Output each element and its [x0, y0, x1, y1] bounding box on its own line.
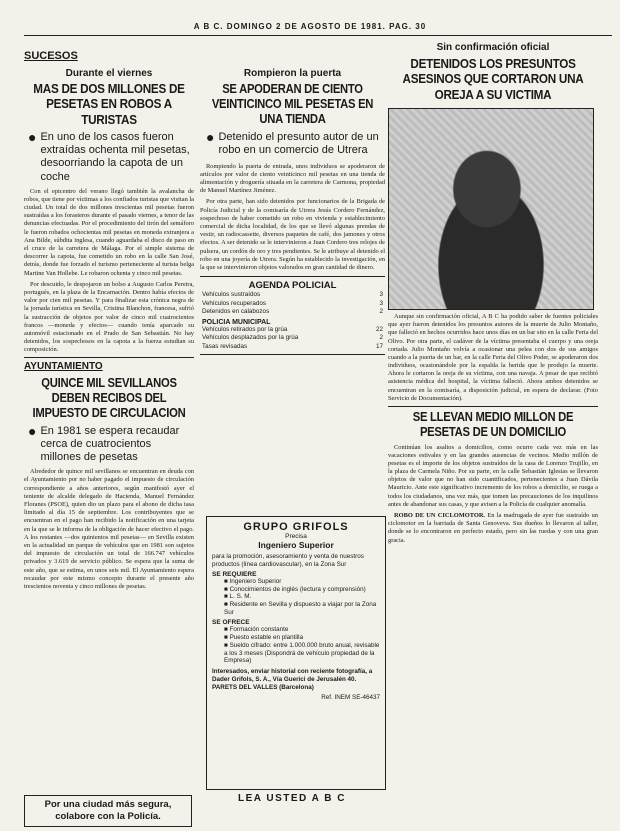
headline-medio-millon: SE LLEVAN MEDIO MILLON DE PESETAS DE UN DOMICILIO [412, 410, 574, 439]
divider [388, 406, 598, 407]
section-label-sucesos: SUCESOS [24, 50, 78, 62]
ad-contact: Interesados, enviar historial con reciente fotografía, a Dader Grifols, S. A., Vía Guerici de Jerusalén 40. PARETS DEL VALLES (Barcelona) [212, 668, 373, 692]
agenda-label: Detenidos en calabozos [202, 308, 270, 316]
ad-requirement: ■ Residente en Sevilla y dispuesto a viajar por la Zona Sur [224, 601, 377, 617]
subhead-text: Detenido el presunto autor de un robo en un comercio de Utrera [218, 131, 379, 157]
agenda-value: 2 [379, 334, 383, 342]
agenda-value: 2 [379, 308, 383, 316]
article-paragraph: Rompiendo la puerta de entrada, unos individuos se apoderaron de artículos por valor de ciento veinticinco mil pesetas en una tienda de alimentación y droguería situada en la carretera de Carmona, propiedad de Manuel Martínez Jiménez. [200, 162, 385, 195]
subhead-ochenta-mil [28, 128, 194, 184]
right-column [388, 42, 598, 827]
article-paragraph: Por otra parte, han sido detenidos por funcionarios de la Brigada de Policía Judicial y de la comisaría de Utrera Jesús Cordero Fernández, sospechoso de haber cometido un robo en vivienda y establecimiento comercial de dicha localidad, de los que se llevó algunas prendas de vestir, un radiocassette, diversos paquetes de café, dos jamones y otros efectos. A ser detenido se le intervinieron a Juan Cordero tres relojes de pulsera, un cordón de oro y tres pendientes. Se le atribuye al detenido el robo en una joyería de Utrera. Según ha establecido la investigación, en la que se intervinieron objetos valorados en gran cantidad de dinero. [200, 198, 385, 271]
agenda-value: 3 [379, 291, 383, 299]
article-paragraph: Alrededor de quince mil sevillanos se encuentran en deuda con el Ayuntamiento por no haber pagado el impuesto de circulación correspondiente a años anteriores, según manifestó ayer el teniente de alcalde delegado de Hacienda, Manuel Fernández Floranes (PSOE), quien dio un plazo para el abono de dicha tasa limitado al día 15 de septiembre. Los contribuyentes que se encuentran en el pago han recibido la notificación en una tarjeta en la que se le informa de la obligación de hacer efectivo el pago. A los restantes —dos quinientos mil pesetas— en Sevilla existen en la actualidad un parque de vehículos que en 1981 son sujetos del impuesto de circulación un total de 166.747 vehículos privados y 3.619 de servicio público. Se espera que la suma de este año, que se estima, en unos seis mil. El Ayuntamiento espera recaudar por este mismo concepto durante el presente año trescientos noventa y cinco millones de pesetas. [24, 468, 194, 590]
subhead-text: En uno de los casos fueron extraídas ochenta mil pesetas, desoorriando la capota de un coche [40, 130, 190, 183]
kicker-sin-confirmacion: Sin confirmación oficial [436, 42, 550, 53]
agenda-label: Tasas revisadas [202, 342, 248, 350]
agenda-label: Vehículos desplazados por la grúa [202, 334, 299, 342]
ad-offer-title: SE OFRECE [212, 619, 250, 627]
article-paragraph: Aunque sin confirmación oficial, A B C ha podido saber de fuentes policiales que ayer fueron detenidos los presuntos autores de la muerte de Julio Montaño, que falleció en hechos ocurridos hace unos días en un bar sito en la calle Feria del Olivo. Por otra parte, el cadáver de la víctima presentaba el cuerpo y una oreja cortada. Julio Montaño volvía a ocasionar una pelea con dos de sus amigos cuando a la puerta de un bar, en la calle Feria del Olivo Poder, se apoderaron dos individuos, ocasionándole por la espalda la herida que le produjo la muerte. Ahora le cortaron la oreja de su víctima, con una navaja. A pesar de que recibió asistencia médica del hospital, la víctima falleció. Ahora ambos detenidos se encuentran en la comisaría, a disposición judicial, en espera de declarar. (Foto Servicio de Documentación). [388, 312, 598, 402]
footer-lea-abc: LEA USTED A B C [237, 793, 347, 804]
bullet-icon: ● [28, 128, 37, 145]
ad-requirement: ■ L. S. M. [224, 593, 252, 601]
suspect-photo [388, 108, 594, 310]
section-label-ayuntamiento: AYUNTAMIENTO [24, 361, 103, 373]
ad-company: GRUPO GRIFOLS [243, 521, 349, 533]
agenda-value: 17 [375, 342, 383, 350]
ad-offer-text: Puesto estable en plantilla [229, 633, 304, 641]
brief-ciclomotor [388, 512, 598, 545]
subhead-text: En 1981 se espera recaudar cerca de cuatrocientos millones de pesetas [40, 424, 180, 464]
agenda-subtitle: POLICIA MUNICIPAL [202, 318, 271, 326]
ad-offer-text: Sueldo cifrado: entre 1.000.000 bruto anual, revisable a los 3 meses (Dispondrá de vehículo propiedad de la Empresa) [224, 641, 380, 665]
kicker-durante: Durante el viernes [65, 68, 153, 79]
ad-offer: ■ Sueldo cifrado: entre 1.000.000 bruto anual, revisable a los 3 meses (Dispondrá de vehículo propiedad de la Empresa) [224, 641, 380, 665]
ad-req-title: SE REQUIERE [212, 570, 257, 578]
agenda-policial [200, 276, 385, 355]
article-paragraph: Por descuido, le despojaron un bolso a Augusto Carlos Pereira, portugués, en la plaza de la Encarnación. Dentro había efectos de valor por cien mil pesetas. Y para finalizar esta crónica negra de la jornada turística en Sevilla, Cristina Blanchon, francesa, sufrió la sustracción de objetos por valor de cinco mil cuatrocientos francos —moneda y efectos— cuando tenía aparcado su automóvil estacionado en el Prado de San Sebastián. No hay detenidos, los sospechosos en la capota a la fuerza estudian su composición. [24, 280, 194, 354]
page-header: A B C. DOMINGO 2 DE AGOSTO DE 1981. PAG. 30 [193, 22, 427, 31]
agenda-row [202, 343, 383, 352]
agenda-label: Vehículos recuperados [202, 299, 267, 307]
divider [24, 357, 194, 358]
headline-tienda: SE APODERAN DE CIENTO VEINTICINCO MIL PESETAS EN UNA TIENDA [211, 82, 374, 126]
article-paragraph: Con el epicentro del verano llegó también la avalancha de robos, que tiene por víctimas a los confiados turistas que visitan la ciudad. Un total de dos millones trescientas mil pesetas fueron sustraídas a los forasteros durante el pasado viernes, a tenor de las denuncias efectuadas. Por el procedimiento del tirón del semáforo le fueron robados ochocientas mil pesetas en moneda extranjera a Ana Bilde, súbdita inglesa, cuando aguardaba el disco de paso en el cruce de la carretera de Málaga. Por el simple sistema de descorrer la capota, fue cometido un robo en la calle San José, detrás, donde fue forzado el turismo perteneciente al turista belga Martine Van Hollebe. Le robaron ochenta y cinco mil pesetas. [24, 187, 194, 277]
left-column [24, 50, 194, 825]
brief-text: En la madrugada de ayer fue sustraído un ciclomotor en la barriada de Santa Genoveva. Sus dueños lo llevaron al taller, donde se lo encontraron en perfecto estado, pero sin las ruedas y con una gran gracia. [388, 512, 598, 544]
subhead-detenido [206, 131, 385, 157]
ad-requirement: ■ Conocimientos de inglés (lectura y comprensión) [224, 585, 366, 593]
ad-requirement-text: Residente en Sevilla y dispuesto a viajar por la Zona Sur [224, 601, 377, 617]
agenda-title: AGENDA POLICIAL [248, 280, 337, 292]
header-rule [24, 35, 612, 36]
headline-robos-turistas: MAS DE DOS MILLONES DE PESETAS EN ROBOS A TURISTAS [33, 81, 185, 127]
bullet-icon: ● [206, 129, 215, 146]
slogan-box: Por una ciudad más segura, colabore con la Policía. [24, 795, 192, 827]
ad-offer-text: Formación constante [229, 626, 289, 634]
agenda-row [202, 308, 383, 317]
article-paragraph: Continúan los asaltos a domicilios, como ocurre cada vez más en las vacaciones estivales y en las grandes ausencias de vecinos. Medio millón de pesetas es el importe de los objetos sustraídos de la casa de Lorenzo Trujillo, en la plaza de Carmela Niño. Por su parte, en la calle Sebastián Iglesias se llevaron objetos de valor que no han sido cuantificados, pertenecientes a Juan Dávila Mauricio. Ante este significativo incremento de los robos a domicilio, se ruega a todos los ciudadanos, una vez más, que tomen las precauciones de los inquilinos antes de abandonar sus casas, y que avisen a la Policía de cualquier anomalía. [388, 443, 598, 508]
ad-requirement: ■ Ingeniero Superior [224, 577, 282, 585]
agenda-row [202, 291, 383, 300]
ad-requirement-text: Conocimientos de inglés (lectura y comprensión) [229, 585, 366, 593]
agenda-label: Vehículos retirados por la grúa [202, 325, 288, 333]
agenda-row [202, 334, 383, 343]
agenda-row [202, 326, 383, 335]
ad-intro: para la promoción, asesoramiento y venta de nuestros productos (línea cardiovascular), en la Zona Sur [212, 553, 364, 568]
brief-title: ROBO DE UN CICLOMOTOR. [394, 512, 486, 520]
subhead-recaudar [28, 422, 194, 465]
headline-impuesto-circulacion: QUINCE MIL SEVILLANOS DEBEN RECIBOS DEL IMPUESTO DE CIRCULACION [32, 376, 186, 420]
ad-position: Ingeniero Superior [258, 540, 334, 550]
kicker-puerta: Rompieron la puerta [243, 68, 342, 79]
headline-asesinos: DETENIDOS LOS PRESUNTOS ASESINOS QUE CORTARON UNA OREJA A SU VICTIMA [402, 56, 584, 102]
ad-precisa: Precisa [285, 533, 307, 540]
ad-requirement-text: L. S. M. [229, 593, 252, 601]
bullet-icon: ● [28, 422, 37, 439]
agenda-row [202, 300, 383, 309]
agenda-value: 22 [375, 325, 383, 333]
agenda-value: 3 [379, 299, 383, 307]
ad-requirement-text: Ingeniero Superior [229, 577, 282, 585]
agenda-label: Vehículos sustraídos [202, 291, 261, 299]
ad-ref: Ref. INEM SE-46437 [321, 693, 380, 701]
ad-offer: ■ Puesto estable en plantilla [224, 633, 304, 641]
ad-offer: ■ Formación constante [224, 626, 289, 634]
job-ad-grifols [206, 516, 386, 790]
